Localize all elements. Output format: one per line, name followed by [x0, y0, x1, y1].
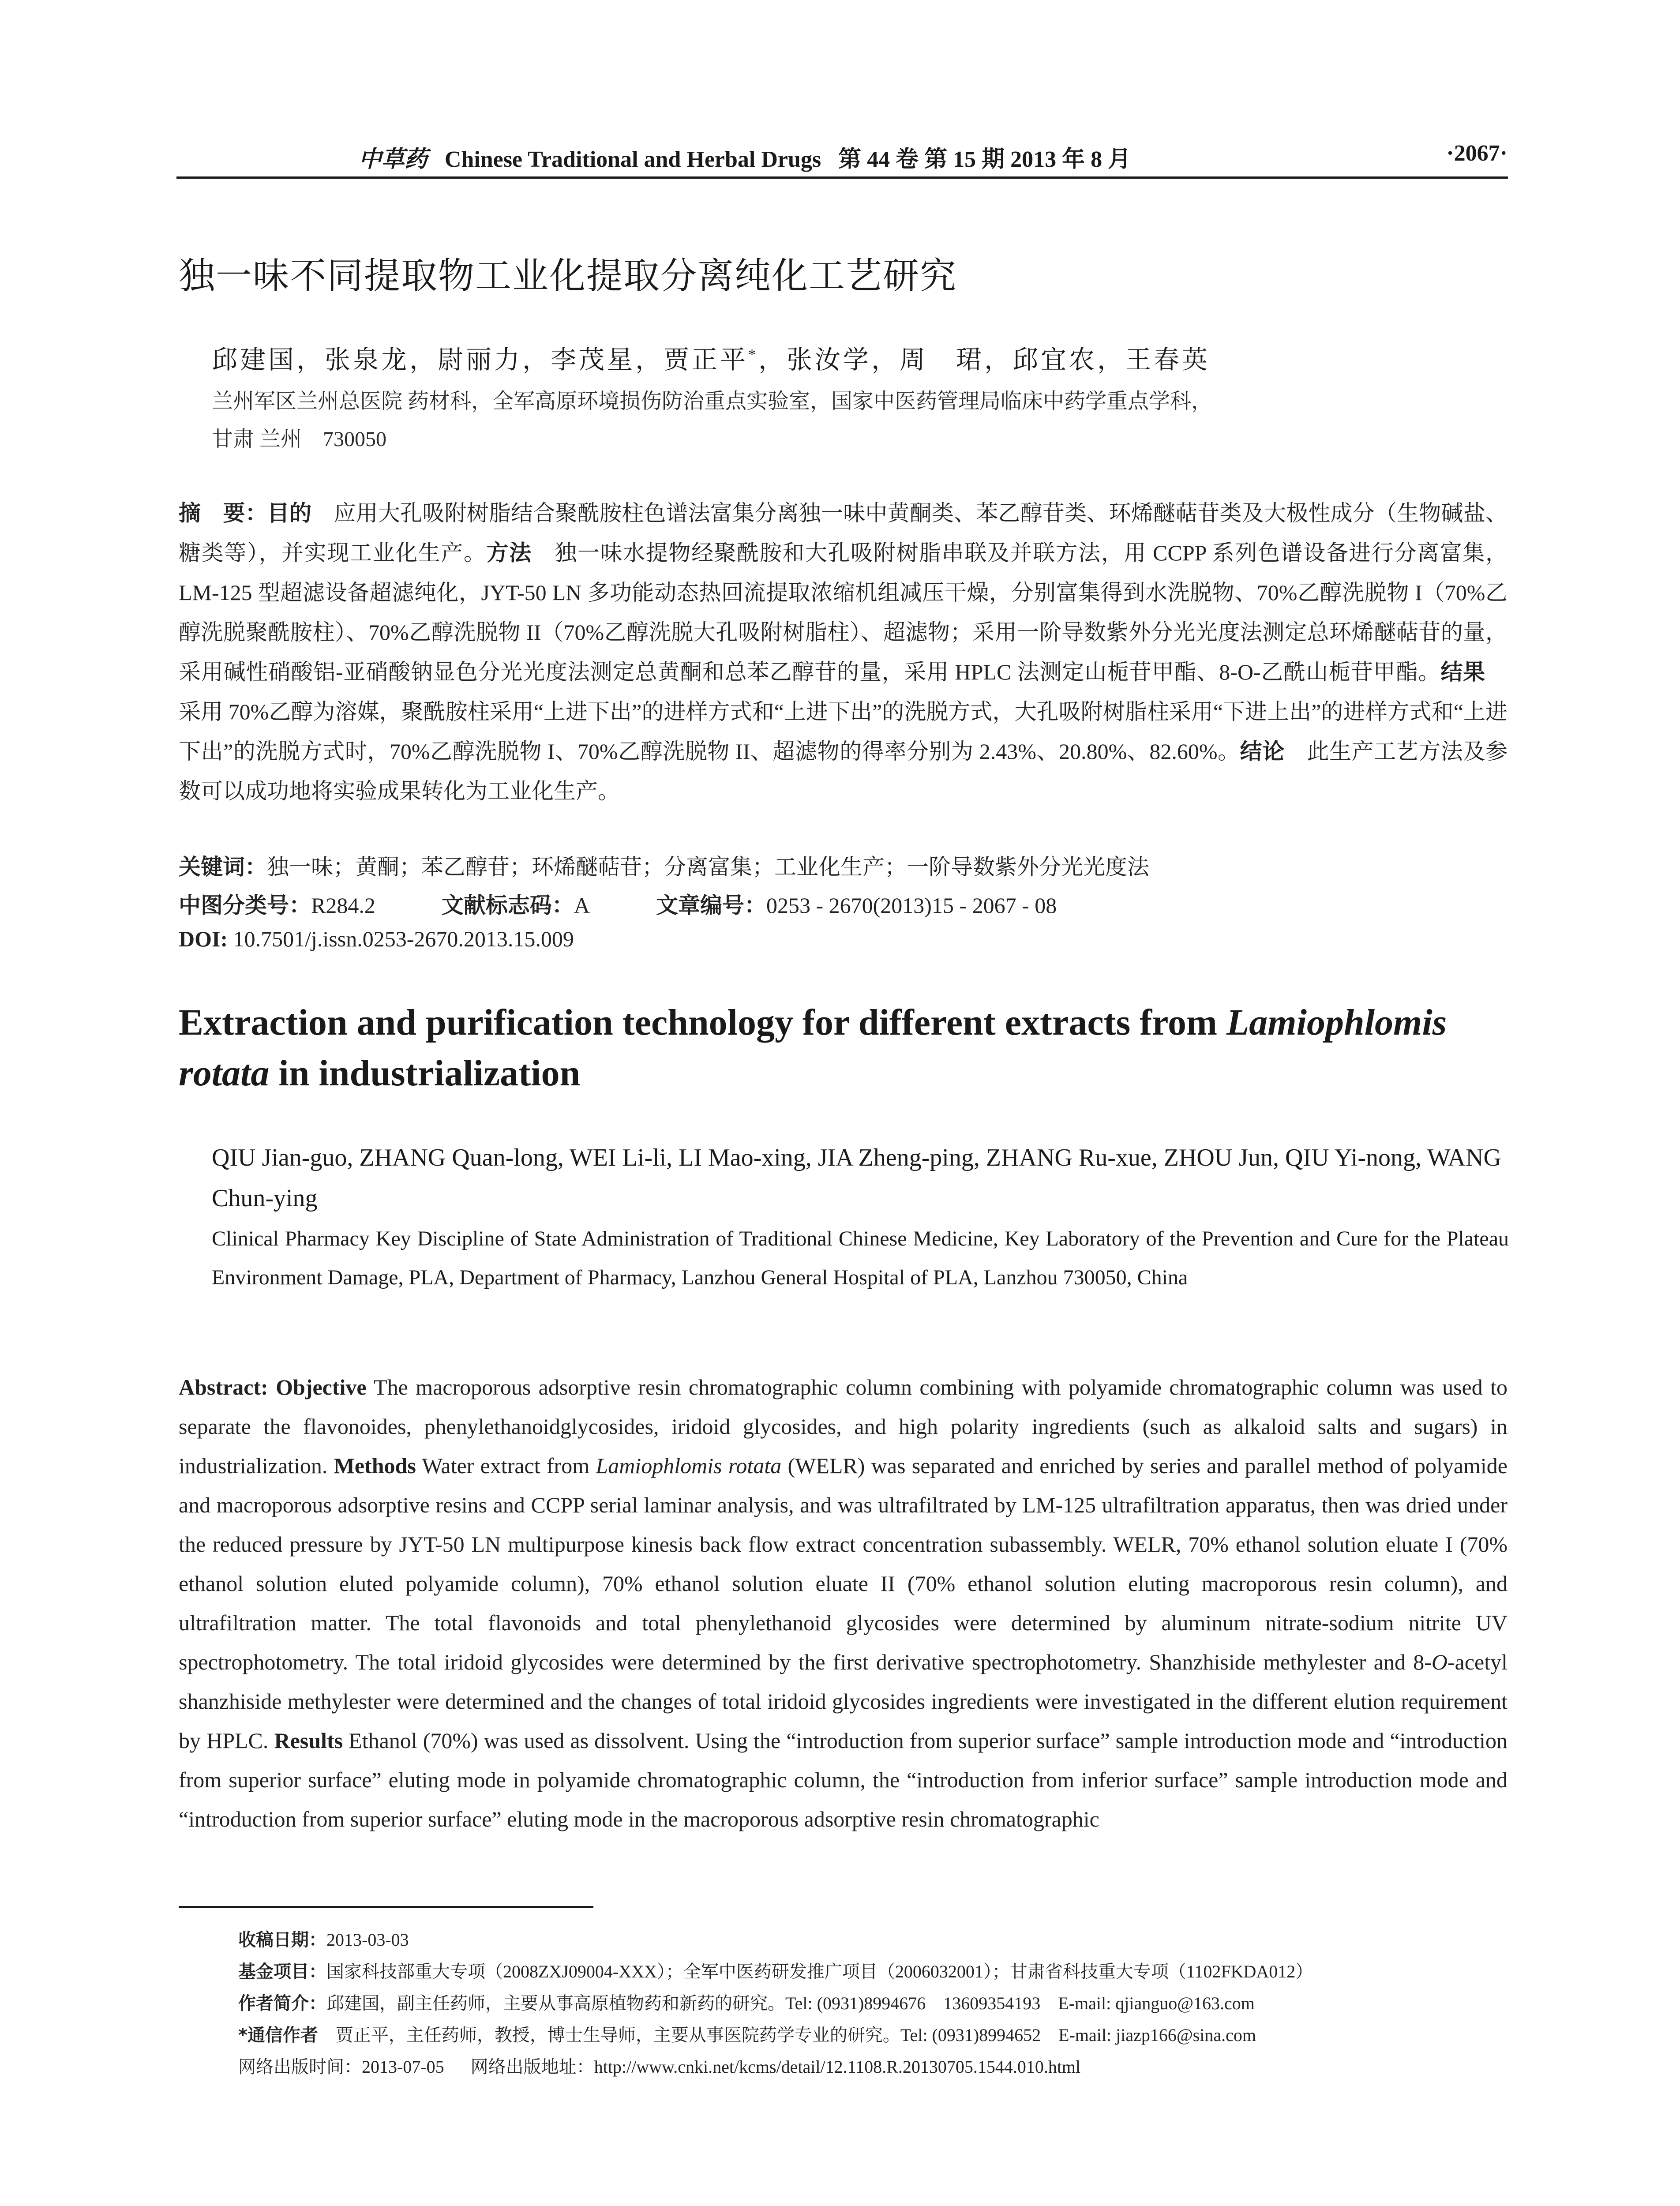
footnote-author: [238, 1989, 1255, 2015]
cn-results-label: 结果: [1440, 659, 1486, 685]
footnote-rule: [179, 1906, 593, 1908]
online-time: 2013-07-05: [362, 2057, 444, 2077]
footnote-fund: [238, 1958, 1313, 1983]
en-methods-text-c: -acetyl shanzhiside methylester were determined and the changes of total iridoid glycosides ingredients were investigated in the different elution requirement by HPLC.: [179, 1650, 1508, 1753]
author-text: 邱建国，副主任药师，主要从事高原植物药和新药的研究。Tel: (0931)8994676 13609354193 E-mail: qjianguo@163.com: [326, 1993, 1255, 2013]
en-title-species: Lamiophlomis rotata: [179, 1002, 1447, 1094]
cn-methods-label: 方法: [486, 540, 532, 566]
cn-abstract: [179, 493, 1508, 811]
journal-name-en: Chinese Traditional and Herbal Drugs: [444, 147, 821, 172]
en-methods-text-b: (WELR) was separated and enriched by series and parallel method of polyamide and macroporous adsorptive resins and CCPP serial laminar analysis, and was ultrafiltrated by LM-125 ultrafiltration apparatus, then was dried under the reduced pressure by JYT-50 LN multipurpose kinesis back flow extract concentration subassembly. WELR, 70% ethanol solution eluate I (70% ethanol solution eluted polyamide column), 70% ethanol solution eluate II (70% ethanol solution eluting macroporous resin column), and ultrafiltration matter. The total flavonoids and total phenylethanoid glycosides were determined by aluminum nitrate-sodium nitrite UV spectrophotometry. The total iridoid glycosides were determined by the first derivative spectrophotometry. Shanzhiside methylester and 8-: [179, 1453, 1508, 1674]
online-time-label: 网络出版时间：: [238, 2057, 362, 2077]
doccode-value: A: [574, 893, 590, 918]
online-url[interactable]: http://www.cnki.net/kcms/detail/12.1108.R.20130705.1544.010.html: [594, 2057, 1081, 2077]
fund-text: 国家科技部重大专项（2008ZXJ09004-XXX）；全军中医药研发推广项目（2006032001）；甘肃省科技重大专项（1102FKDA012）: [326, 1962, 1313, 1981]
cn-methods-text: 独一味水提物经聚酰胺和大孔吸附树脂串联及并联方法，用 CCPP 系列色谱设备进行分离富集，LM-125 型超滤设备超滤纯化，JYT-50 LN 多功能动态热回流提取浓缩机组减压干燥，分别富集得到水洗脱物、70%乙醇洗脱物 I（70%乙醇洗脱聚酰胺柱）、70%乙醇洗脱物 II（70%乙醇洗脱大孔吸附树脂柱）、超滤物；采用一阶导数紫外分光光度法测定总环烯醚萜苷的量，采用碱性硝酸铝-亚硝酸钠显色分光光度法测定总黄酮和总苯乙醇苷的量，采用 HPLC 法测定山栀苷甲酯、8-O-乙酰山栀苷甲酯。: [179, 540, 1508, 684]
en-affiliation: Clinical Pharmacy Key Discipline of State Administration of Traditional Chinese Medicine, Key Laboratory of the Prevention and Cure for the Plateau Environment Damage, PLA, Department of Pharmacy, Lanzhou General Hospital of PLA, Lanzhou 730050, China: [212, 1227, 1509, 1289]
footnote-corresponding: [238, 2021, 1256, 2046]
received-label: 收稿日期：: [238, 1930, 326, 1950]
doi-label: DOI:: [179, 927, 228, 951]
class-label: 中图分类号：: [179, 893, 311, 918]
cn-conclusion-text: 此生产工艺方法及参数可以成功地将实验成果转化为工业化生产。: [179, 739, 1508, 803]
en-title: [179, 997, 1508, 1099]
cn-results-text: 采用 70%乙醇为溶媒，聚酰胺柱采用“上进下出”的进样方式和“上进下出”的洗脱方式，大孔吸附树脂柱采用“下进上出”的进样方式和“上进下出”的洗脱方式时，70%乙醇洗脱物 I、70%乙醇洗脱物 II、超滤物的得率分别为 2.43%、20.80%、82.60%。: [179, 660, 1508, 764]
cn-authors-part2: ，张汝学，周 珺，邱宜农，王春英: [758, 345, 1211, 374]
en-methods-species: Lamiophlomis rotata: [596, 1453, 782, 1478]
en-abstract-label: Abstract:: [179, 1375, 268, 1399]
cn-affiliation-line1: 兰州军区兰州总医院 药材科，全军高原环境损伤防治重点实验室，国家中医药管理局临床中药学重点学科，: [212, 390, 1213, 413]
en-abstract: [179, 1368, 1508, 1839]
journal-issue: 第 44 卷 第 15 期 2013 年 8 月: [838, 147, 1131, 172]
cn-title: 独一味不同提取物工业化提取分离纯化工艺研究: [179, 255, 957, 297]
corr-label: *通信作者: [238, 2025, 318, 2045]
footnote-online: [238, 2053, 1080, 2078]
class-value: R284.2: [311, 893, 375, 918]
doccode-label: 文献标志码：: [441, 893, 574, 918]
en-title-part2: in industrialization: [269, 1053, 581, 1094]
page-number: ·2067·: [1446, 141, 1508, 166]
article-value: 0253 - 2670(2013)15 - 2067 - 08: [766, 893, 1057, 918]
en-authors: QIU Jian-guo, ZHANG Quan-long, WEI Li-li, LI Mao-xing, JIA Zheng-ping, ZHANG Ru-xue, ZHOU Jun, QIU Yi-nong, WANG Chun-ying: [212, 1144, 1501, 1212]
corresponding-mark: *: [748, 346, 759, 363]
cn-keywords: [179, 849, 1149, 881]
en-methods-label: Methods: [334, 1453, 416, 1478]
cn-abstract-label: 摘 要：: [179, 500, 267, 526]
running-header: [179, 140, 1508, 176]
en-objective-text: The macroporous adsorptive resin chromatographic column combining with polyamide chromatographic column was used to separate the flavonoides, phenylethanoidglycosides, iridoid glycosides, and high polarity ingredients (such as alkaloid salts and sugars) in industrialization.: [179, 1375, 1508, 1478]
cn-authors-part1: 邱建国，张泉龙，尉丽力，李茂星，贾正平: [212, 345, 749, 374]
received-date: 2013-03-03: [326, 1930, 409, 1950]
en-results-label: Results: [274, 1728, 343, 1753]
cn-conclusion-label: 结论: [1240, 739, 1285, 764]
cn-affiliation-line2: 甘肃 兰州 730050: [212, 428, 387, 451]
journal-name-cn: 中草药: [358, 147, 428, 172]
corr-text: 贾正平，主任药师，教授，博士生导师，主要从事医院药学专业的研究。Tel: (0931)8994652 E-mail: jiazp166@sina.com: [318, 2025, 1256, 2045]
footnote-received: [238, 1926, 409, 1951]
author-label: 作者简介：: [238, 1993, 326, 2014]
fund-label: 基金项目：: [238, 1962, 326, 1982]
online-url-label: 网络出版地址：: [470, 2057, 594, 2077]
journal-line: [179, 140, 1322, 173]
doi-value: 10.7501/j.issn.0253-2670.2013.15.009: [228, 927, 574, 951]
en-methods-o: O: [1431, 1650, 1448, 1674]
en-methods-text-a: Water extract from: [416, 1453, 596, 1478]
article-label: 文章编号：: [656, 893, 766, 918]
cn-objective-label: 目的: [267, 500, 312, 526]
doi-line: [179, 926, 574, 952]
en-results-text: Ethanol (70%) was used as dissolvent. Using the “introduction from superior surface” sample introduction mode and “introduction from superior surface” eluting mode in polyamide chromatographic column, the “introduction from inferior surface” sample introduction mode and “introduction from superior surface” eluting mode in the macroporous adsorptive resin chromatographic: [179, 1728, 1508, 1831]
en-title-part1: Extraction and purification technology for different extracts from: [179, 1002, 1226, 1043]
keywords-text: 独一味；黄酮；苯乙醇苷；环烯醚萜苷；分离富集；工业化生产；一阶导数紫外分光光度法: [267, 855, 1149, 879]
header-rule: [176, 176, 1508, 179]
en-objective-label: Objective: [276, 1375, 367, 1399]
classification-line: [179, 888, 1057, 919]
keywords-label: 关键词：: [179, 854, 267, 880]
cn-objective-text: 应用大孔吸附树脂结合聚酰胺柱色谱法富集分离独一味中黄酮类、苯乙醇苷类、环烯醚萜苷类及大极性成分（生物碱盐、糖类等），并实现工业化生产。: [179, 501, 1508, 565]
cn-authors: [212, 339, 1210, 376]
